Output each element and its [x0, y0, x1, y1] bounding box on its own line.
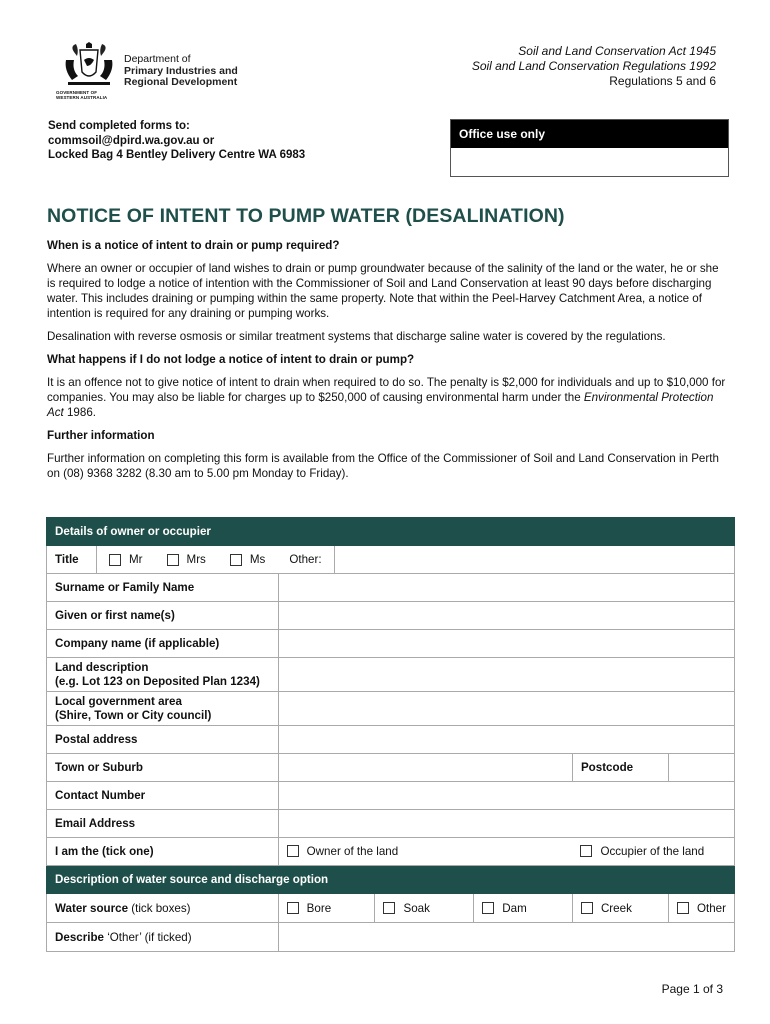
postcode-field[interactable]	[669, 754, 735, 782]
describe-other-field[interactable]	[278, 923, 734, 952]
lga-label: Local government area (Shire, Town or City council)	[47, 692, 279, 726]
contact-number-field[interactable]	[278, 782, 734, 810]
given-name-field[interactable]	[278, 602, 734, 630]
paragraph-further-info: Further information on completing this form is available from the Office of the Commissioner of Soil and Land Conservation in Perth on (08) 9368 3282 (8.30 am to 5.00 pm Monday to Friday).	[47, 452, 719, 480]
legislation-reference: Soil and Land Conservation Act 1945 Soil and Land Conservation Regulations 1992 Regulations 5 and 6	[471, 44, 716, 88]
bore-checkbox[interactable]: Bore	[278, 894, 375, 923]
department-name: Department of Primary Industries and Regional Development	[124, 53, 238, 88]
land-description-field[interactable]	[278, 658, 734, 692]
title-mrs-checkbox[interactable]: Mrs	[167, 553, 206, 566]
email-label: Email Address	[47, 810, 279, 838]
heading-penalty: What happens if I do not lodge a notice of intent to drain or pump?	[47, 353, 415, 366]
i-am-label: I am the (tick one)	[47, 838, 279, 866]
occupier-checkbox[interactable]: Occupier of the land	[572, 838, 734, 866]
describe-other-label: Describe ‘Other’ (if ticked)	[47, 923, 279, 952]
postal-address-label: Postal address	[47, 726, 279, 754]
paragraph-when-required: Where an owner or occupier of land wishes to drain or pump groundwater because of the salinity of the land or the water, he or she is required to lodge a notice of intention with the Commissioner of Soil and Land Conservation at least 90 days before discharging water. This includes draining or pumping within the same property. Note that within the Peel-Harvey Catchment Area, a notice of intention is required for any draining or pumping works.	[47, 262, 719, 320]
water-source-label: Water source (tick boxes)	[47, 894, 279, 923]
page-number: Page 1 of 3	[661, 982, 723, 996]
given-name-label: Given or first name(s)	[47, 602, 279, 630]
contact-number-label: Contact Number	[47, 782, 279, 810]
title-label: Title	[47, 546, 97, 573]
postal-address-field[interactable]	[278, 726, 734, 754]
wa-crest-icon	[60, 42, 118, 90]
other-checkbox[interactable]: Other	[669, 894, 735, 923]
creek-checkbox[interactable]: Creek	[572, 894, 668, 923]
company-field[interactable]	[278, 630, 734, 658]
land-description-label: Land description (e.g. Lot 123 on Deposited Plan 1234)	[47, 658, 279, 692]
dpird-logo	[56, 42, 256, 104]
title-other-label: Other:	[283, 546, 335, 573]
owner-checkbox[interactable]: Owner of the land	[278, 838, 572, 866]
page-title: NOTICE OF INTENT TO PUMP WATER (DESALINATION)	[47, 205, 565, 227]
office-use-header: Office use only	[451, 120, 728, 148]
heading-when-required: When is a notice of intent to drain or pump required?	[47, 239, 340, 252]
section-header-water: Description of water source and discharge option	[47, 866, 735, 894]
title-mr-checkbox[interactable]: Mr	[109, 553, 143, 566]
section-header-owner: Details of owner or occupier	[47, 518, 735, 546]
town-field[interactable]	[278, 754, 572, 782]
town-label: Town or Suburb	[47, 754, 279, 782]
email-field[interactable]	[278, 810, 734, 838]
title-row	[47, 546, 735, 574]
surname-field[interactable]	[278, 574, 734, 602]
heading-further-info: Further information	[47, 429, 155, 442]
soak-checkbox[interactable]: Soak	[375, 894, 474, 923]
office-use-box	[450, 119, 729, 177]
dam-checkbox[interactable]: Dam	[474, 894, 573, 923]
send-instructions: Send completed forms to: commsoil@dpird.wa.gov.au or Locked Bag 4 Bentley Delivery Centre WA 6983	[48, 120, 306, 161]
paragraph-penalty: It is an offence not to give notice of intent to drain when required to do so. The penalty is $2,000 for individuals and up to $10,000 for companies. You may also be liable for charges up to $250,000 of causing environmental harm under the Environmental Protection Act 1986.	[47, 376, 726, 419]
owner-details-form	[46, 517, 735, 952]
title-other-field[interactable]	[335, 546, 734, 573]
information-text	[47, 238, 727, 489]
paragraph-desalination: Desalination with reverse osmosis or similar treatment systems that discharge saline water is covered by the regulations.	[47, 330, 666, 343]
lga-field[interactable]	[278, 692, 734, 726]
surname-label: Surname or Family Name	[47, 574, 279, 602]
company-label: Company name (if applicable)	[47, 630, 279, 658]
title-ms-checkbox[interactable]: Ms	[230, 553, 265, 566]
postcode-label: Postcode	[572, 754, 668, 782]
government-caption: GOVERNMENT OF WESTERN AUSTRALIA	[56, 90, 108, 100]
